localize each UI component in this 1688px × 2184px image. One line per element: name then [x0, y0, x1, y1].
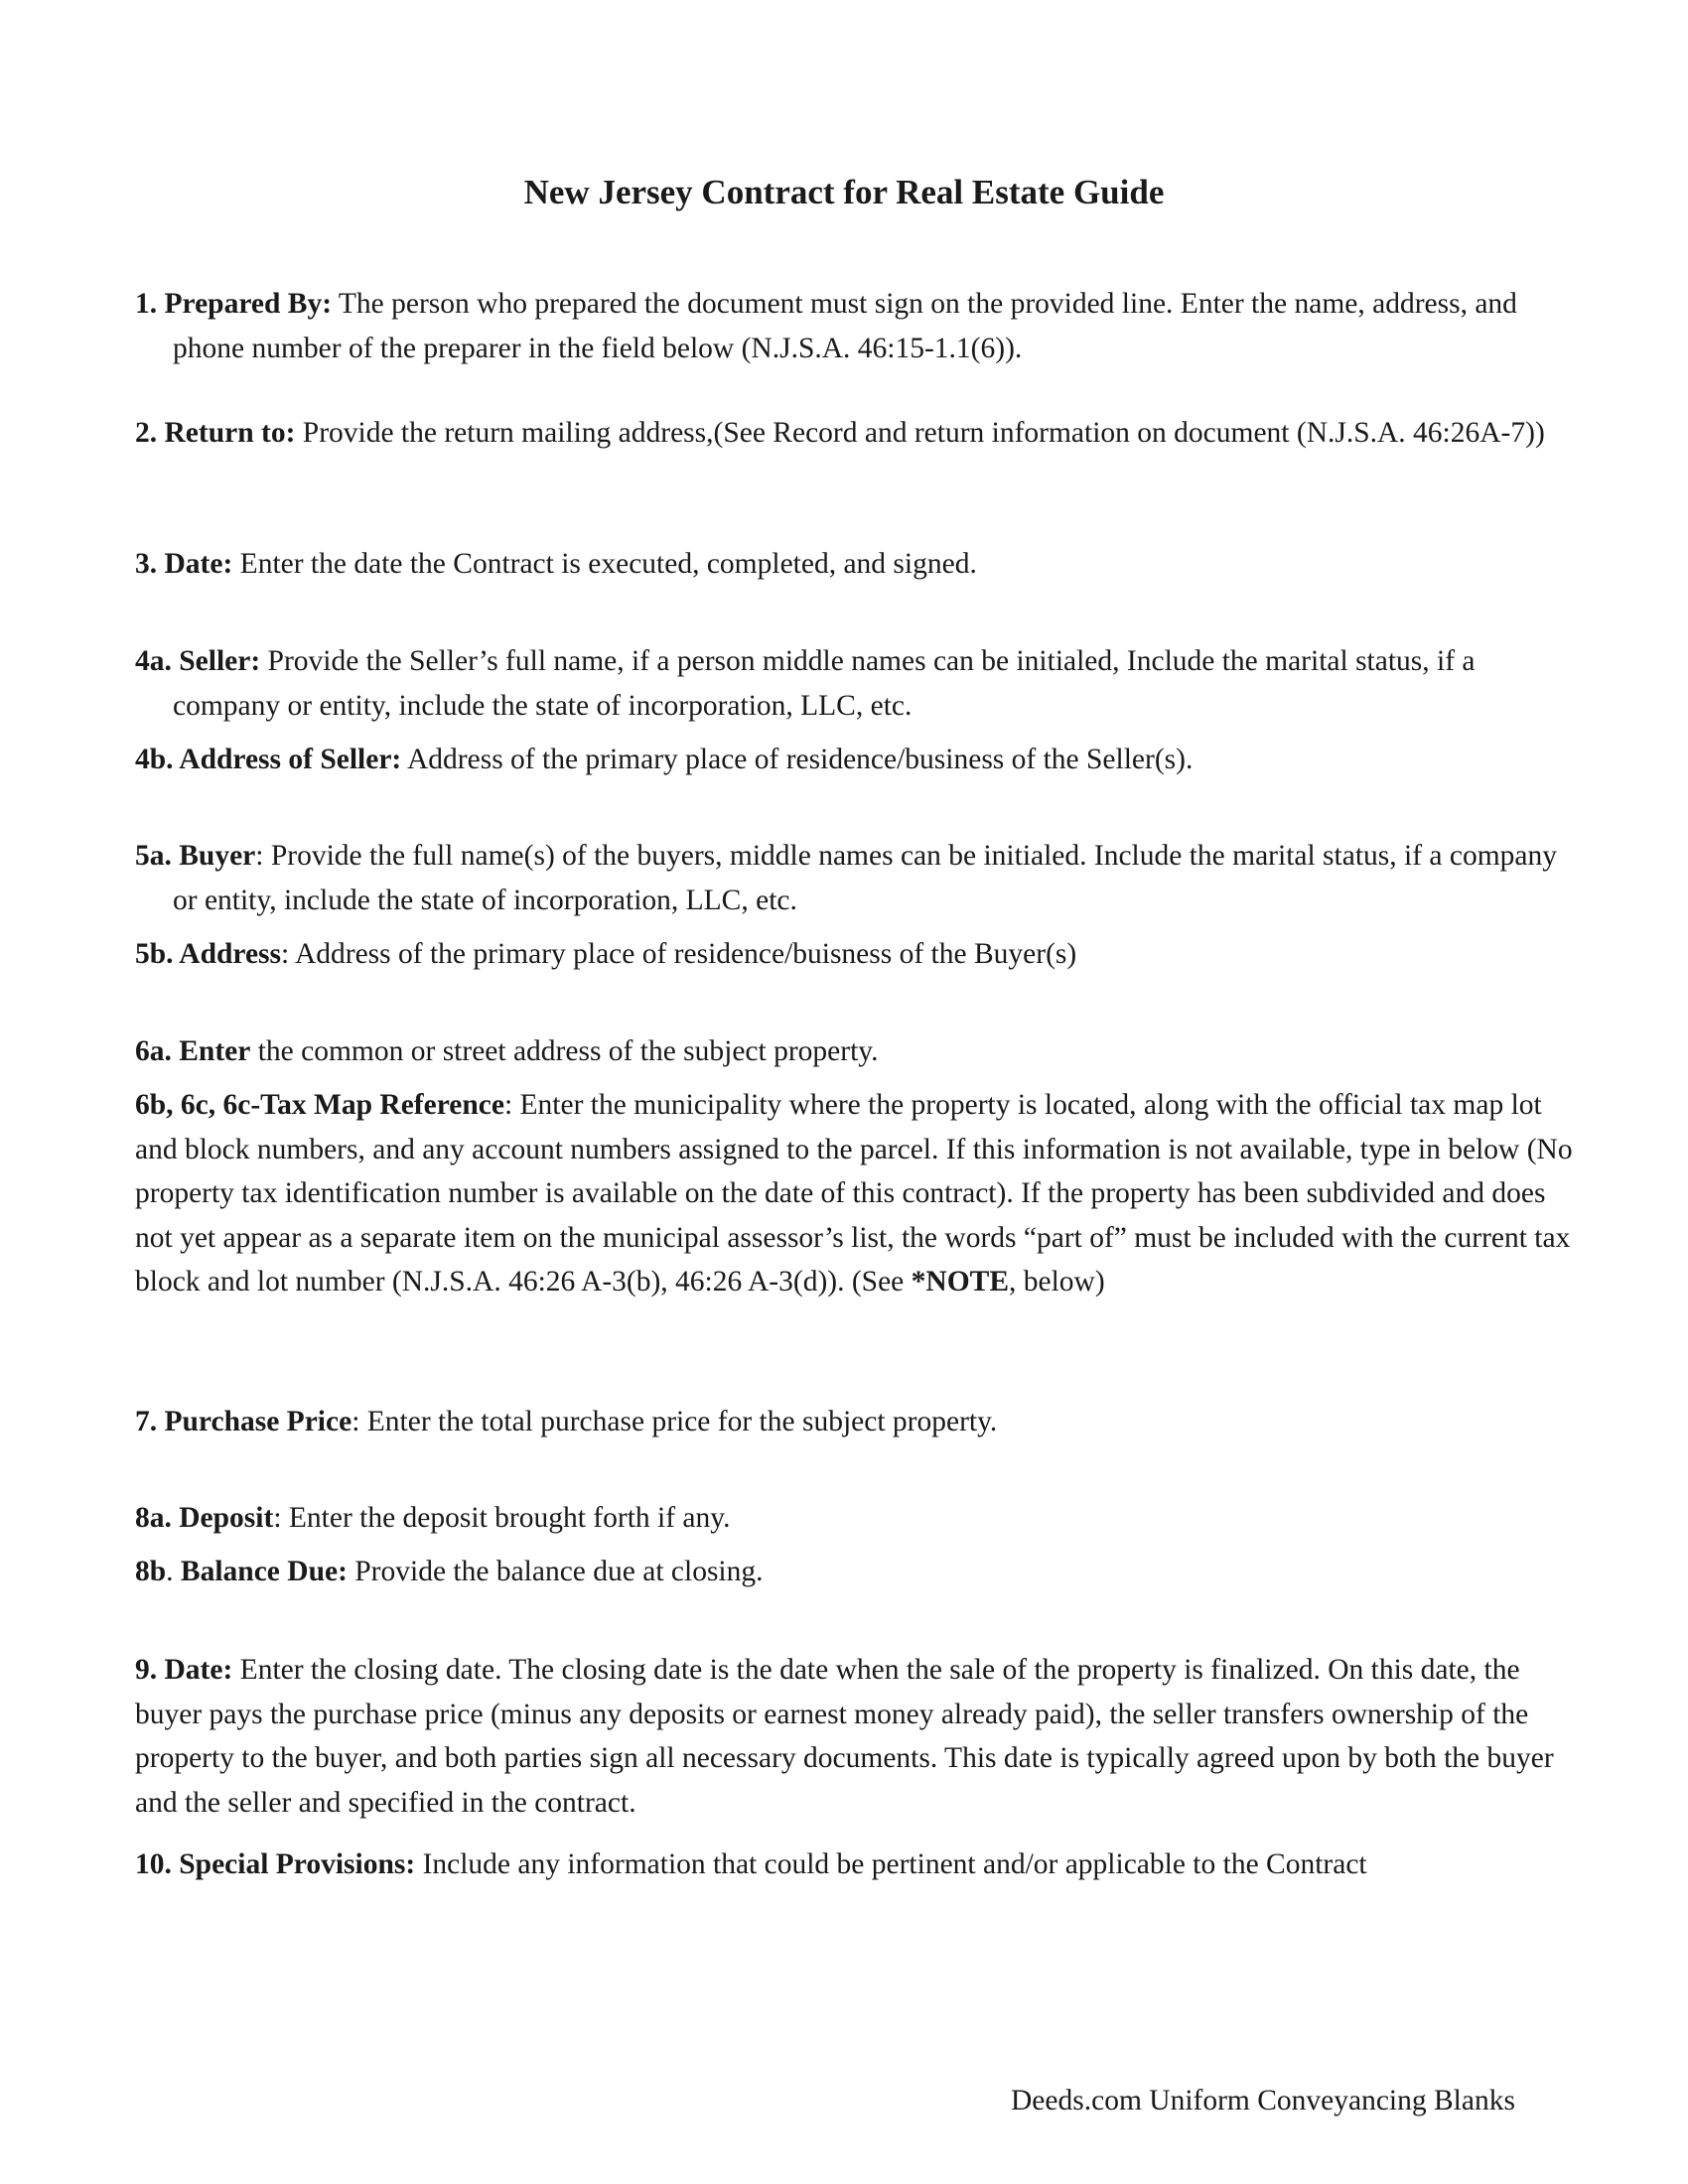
item-label: 4b. Address of Seller: — [135, 744, 402, 775]
item-label: 8b — [135, 1556, 167, 1587]
item-deposit — [135, 1496, 1585, 1541]
item-purchase-price — [135, 1400, 1585, 1444]
item-label: 2. Return to: — [135, 417, 296, 449]
item-closing-date — [135, 1648, 1585, 1825]
item-label-2: Balance Due: — [180, 1556, 348, 1587]
item-label: 3. Date: — [135, 548, 233, 580]
item-label: 5a. Buyer — [135, 840, 256, 872]
item-text-after: , below) — [1009, 1266, 1105, 1297]
item-label: 10. Special Provisions: — [135, 1848, 416, 1880]
item-buyer-address — [135, 932, 1585, 977]
item-label: 8a. Deposit — [135, 1502, 274, 1534]
item-label: 1. Prepared By: — [135, 288, 333, 320]
item-return-to — [135, 411, 1585, 456]
item-text: Provide the balance due at closing. — [347, 1556, 764, 1587]
item-text: Enter the closing date. The closing date is the date when the sale of the property is finalized. On this date, the buyer pays the purchase price (minus any deposits or earnest money already paid), the seller transfers ownership of the property to the buyer, and both parties sign all necessary documents. This date is typically agreed upon by both the buyer and the seller and specified in the contract. — [135, 1654, 1554, 1819]
item-text: Address of the primary place of residence/business of the Seller(s). — [401, 744, 1194, 775]
page-footer: Deeds.com Uniform Conveyancing Blanks — [1011, 2085, 1515, 2116]
note-label: *NOTE — [911, 1266, 1009, 1297]
item-label: 5b. Address — [135, 938, 282, 970]
item-property-address — [135, 1029, 1585, 1074]
item-text: : Enter the deposit brought forth if any. — [273, 1502, 731, 1534]
item-separator: . — [166, 1556, 181, 1587]
item-date — [135, 542, 1585, 587]
item-label: 6a. Enter — [135, 1035, 251, 1067]
item-text: The person who prepared the document must sign on the provided line. Enter the name, address, and phone number of the preparer in the field below (N.J.S.A. 46:15-1.1(6)). — [173, 288, 1517, 364]
item-label: 9. Date: — [135, 1654, 233, 1686]
item-text: : Address of the primary place of residence/buisness of the Buyer(s) — [281, 938, 1077, 970]
item-text: Provide the Seller’s full name, if a person middle names can be initialed, Include the marital status, if a company or entity, include the state of incorporation, LLC, etc. — [173, 645, 1476, 722]
item-balance-due — [135, 1550, 1585, 1594]
item-seller — [135, 639, 1585, 728]
item-prepared-by — [135, 282, 1585, 370]
item-text: Enter the date the Contract is executed, completed, and signed. — [232, 548, 977, 580]
item-text: Include any information that could be pertinent and/or applicable to the Contract — [415, 1848, 1367, 1880]
item-text: : Enter the municipality where the property is located, along with the official tax map lot and block numbers, and any account numbers assigned to the parcel. If this information is not available, type in below (No property tax identification number is available on the date of this contract). If the property has been subdivided and does not yet appear as a separate item on the municipal assessor’s list, the words “part of” must be included with the current tax block and lot number (N.J.S.A. 46:26 A-3(b), 46:26 A-3(d)). (See — [135, 1089, 1573, 1297]
item-label: 6b, 6c, 6c-Tax Map Reference — [135, 1089, 504, 1121]
item-seller-address — [135, 738, 1585, 782]
document-title: New Jersey Contract for Real Estate Guide — [523, 173, 1165, 211]
item-text: the common or street address of the subject property. — [250, 1035, 879, 1067]
item-buyer — [135, 834, 1585, 922]
item-label: 4a. Seller: — [135, 645, 261, 677]
item-tax-map-reference — [135, 1083, 1585, 1304]
item-text: Provide the return mailing address,(See Record and return information on document (N.J.S.A. 46:26A-7)) — [295, 417, 1545, 449]
item-label: 7. Purchase Price — [135, 1406, 352, 1437]
item-text: : Provide the full name(s) of the buyers, middle names can be initialed. Include the marital status, if a company or entity, include the state of incorporation, LLC, etc. — [173, 840, 1558, 916]
item-text: : Enter the total purchase price for the subject property. — [352, 1406, 998, 1437]
item-special-provisions — [135, 1843, 1585, 1887]
